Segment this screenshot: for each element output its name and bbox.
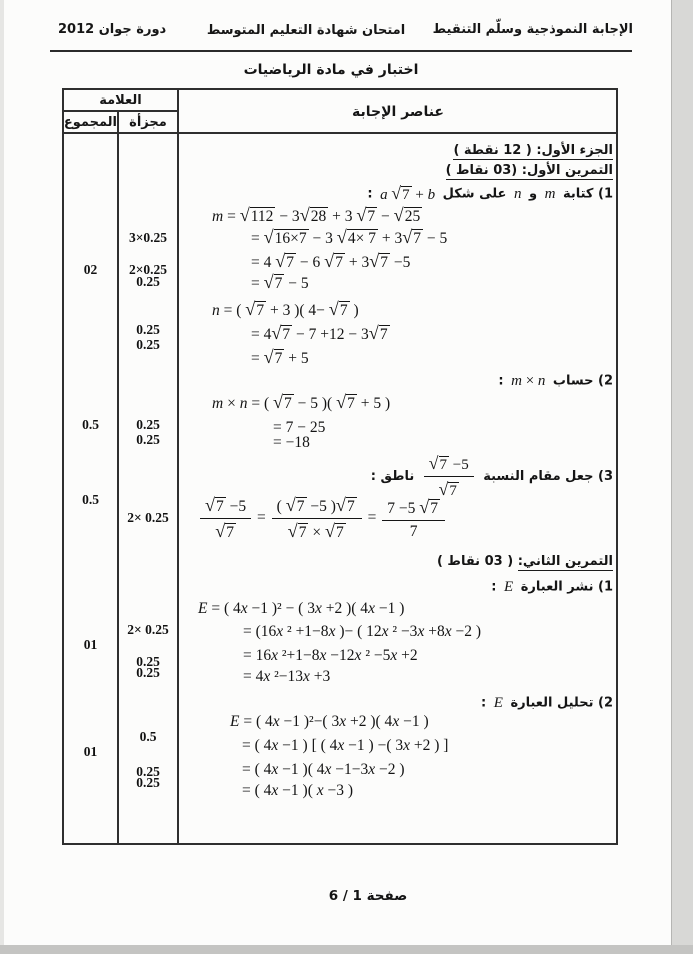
column-header-elements: عناصر الإجابة (179, 90, 617, 134)
header-rule (50, 50, 632, 52)
math-line: m = √112 − 3√28 + 3 √7 − √25 (212, 205, 421, 225)
partial-mark: 0.25 (136, 274, 160, 289)
math-line: = ( 4x −1 )( x −3 ) (242, 782, 354, 799)
answer-content-column (179, 134, 617, 843)
header-session: دورة جوان 2012 (58, 22, 167, 37)
question-text: : (481, 695, 491, 711)
fraction: $\frac{7 -5 √7}{7}$ (382, 496, 445, 541)
partial-mark: 2× 0.25 (127, 622, 169, 637)
math-line: E = ( 4x −1 )² − ( 3x +2 )( 4x −1 ) (198, 600, 405, 617)
section-heading (453, 140, 613, 162)
sqrt-expression: √7 (245, 299, 265, 319)
sqrt-expression: √7 (438, 478, 457, 499)
heading-title: الجزء الأول: (536, 143, 613, 158)
total-mark: 01 (83, 744, 98, 759)
inline-math: E (493, 695, 503, 711)
heading-points: ( 12 نقطة ) (453, 143, 537, 158)
question-text: : (498, 373, 509, 389)
question-line (481, 692, 613, 715)
sqrt-expression: √7 (324, 520, 344, 541)
question-line (367, 182, 613, 206)
heading-title: التمرين الأول: (521, 163, 613, 178)
total-mark: 0.5 (82, 417, 99, 432)
section-heading (446, 160, 613, 182)
scan-edge-bottom (0, 945, 693, 954)
math-line: = 4 √7 − 6 √7 + 3√7 −5 (251, 251, 411, 271)
partial-marks-column (119, 134, 179, 843)
inline-math: m (544, 186, 556, 202)
sqrt-expression: √7 (263, 347, 283, 367)
math-line: = 4√7 − 7 +12 − 3√7 (251, 323, 388, 343)
partial-mark: 3×0.25 (128, 230, 168, 245)
total-mark: 01 (83, 637, 98, 652)
math-line: = 4x ²−13x +3 (243, 668, 331, 685)
page-number: صفحة 1 / 6 (328, 888, 408, 904)
sqrt-expression: √4× 7 (336, 227, 376, 247)
sqrt-expression: √7 (215, 520, 234, 541)
math-line: E = ( 4x −1 )²−( 3x +2 )( 4x −1 ) (230, 713, 429, 730)
math-line: = √7 + 5 (251, 347, 309, 367)
total-marks-column (64, 134, 119, 843)
subject-title: اختبار في مادة الرياضيات (243, 62, 419, 78)
scan-edge-left (0, 0, 4, 954)
question-text: و (524, 186, 542, 202)
total-mark: 0.5 (82, 492, 99, 507)
header-exam-title: امتحان شهادة التعليم المتوسط (206, 23, 406, 38)
partial-mark: 0.5 (139, 729, 157, 744)
sqrt-expression: √7 (428, 453, 447, 473)
sqrt-expression: √7 (324, 251, 343, 271)
scan-edge-right (671, 0, 693, 954)
question-text: : (367, 186, 378, 202)
inline-math: m × n (511, 373, 546, 389)
question-line (491, 576, 613, 599)
question-text: 2) حساب (548, 373, 613, 389)
partial-mark: 0.25 (136, 322, 160, 337)
partial-mark: 2× 0.25 (127, 510, 169, 525)
sqrt-expression: √7 (263, 272, 283, 292)
sqrt-expression: √7 (336, 392, 355, 412)
math-line: $\frac{√7 -5}{√7}$ = $\frac{( √7 -5 )√7}{√7 \times √7}$ = $\frac{7 -5 √7}{7}$ (198, 494, 447, 543)
question-text: 2) تحليل العبارة (505, 695, 613, 711)
section-heading (437, 551, 613, 573)
heading-title: التمرين الثاني: (517, 554, 613, 569)
question-text: 3) جعل مقام النسبة (478, 468, 613, 484)
sqrt-expression: √7 (368, 323, 388, 343)
partial-mark: 0.25 (136, 417, 160, 432)
fraction: $\frac{( √7 -5 )√7}{√7 \times √7}$ (272, 494, 362, 543)
math-line: = ( 4x −1 )( 4x −1−3x −2 ) (242, 761, 405, 778)
math-line: = ( 4x −1 ) [ ( 4x −1 ) −( 3x +2 ) ] (242, 737, 449, 754)
sqrt-expression: √7 (205, 495, 224, 515)
total-mark: 02 (83, 262, 98, 277)
partial-mark: 0.25 (136, 654, 160, 669)
fraction: $\frac{√7 -5}{√7}$ (424, 452, 474, 501)
math-line: = √16×7 − 3 √4× 7 + 3√7 − 5 (251, 227, 448, 247)
sqrt-expression: √7 (272, 392, 292, 412)
partial-mark: 0.25 (136, 775, 160, 790)
question-line (498, 370, 613, 393)
sqrt-expression: √7 (402, 227, 422, 247)
partial-mark: 0.25 (136, 764, 160, 779)
question-text: : (491, 579, 502, 595)
sqrt-expression: √28 (299, 205, 327, 225)
sqrt-expression: √7 (328, 299, 348, 319)
question-text: 1) نشر العبارة (516, 579, 613, 595)
partial-mark: 0.25 (136, 665, 160, 680)
sqrt-expression: √112 (239, 205, 274, 225)
math-line: = 16x ²+1−8x −12x ² −5x +2 (243, 647, 418, 664)
sqrt-expression: √7 (287, 520, 307, 541)
math-line: = √7 − 5 (251, 272, 309, 292)
math-line: m × n = ( √7 − 5 )( √7 + 5 ) (212, 392, 391, 412)
column-header-mark: العلامة (64, 90, 179, 112)
sqrt-expression: √7 (356, 205, 376, 225)
math-line: = −18 (273, 434, 310, 451)
sqrt-expression: √7 (369, 251, 389, 271)
partial-mark: 0.25 (136, 432, 160, 447)
fraction: $\frac{√7 -5}{√7}$ (200, 494, 251, 543)
column-header-partial: مجزأة (119, 112, 179, 134)
sqrt-expression: √7 (391, 183, 410, 203)
question-text: ناطق : (370, 468, 419, 484)
heading-points: ( 03 نقاط ) (436, 554, 518, 569)
answer-table (62, 88, 618, 845)
heading-points: (03 نقاط ) (445, 163, 522, 178)
partial-mark: 0.25 (136, 337, 160, 352)
partial-mark: 2×0.25 (128, 262, 168, 277)
sqrt-expression: √7 (419, 496, 439, 517)
sqrt-expression: √16×7 (263, 227, 307, 247)
sqrt-expression: √7 (275, 251, 295, 271)
math-line: = 7 − 25 (273, 419, 326, 436)
inline-math: a √7 + b (380, 183, 436, 203)
sqrt-expression: √7 (271, 323, 291, 343)
question-text: على شكل (438, 186, 511, 202)
column-header-total: المجموع (64, 112, 119, 134)
math-line: = (16x ² +1−8x )− ( 12x ² −3x +8x −2 ) (243, 623, 481, 640)
inline-math: n (513, 186, 522, 202)
header-right-title: الإجابة النموذجية وسلّم التنقيط (432, 22, 633, 37)
inline-math: E (504, 579, 514, 595)
sqrt-expression: √7 (285, 495, 305, 515)
question-text: 1) كتابة (558, 186, 613, 202)
sqrt-expression: √25 (393, 205, 421, 225)
sqrt-expression: √7 (335, 495, 355, 515)
math-line: n = ( √7 + 3 )( 4− √7 ) (212, 299, 359, 319)
